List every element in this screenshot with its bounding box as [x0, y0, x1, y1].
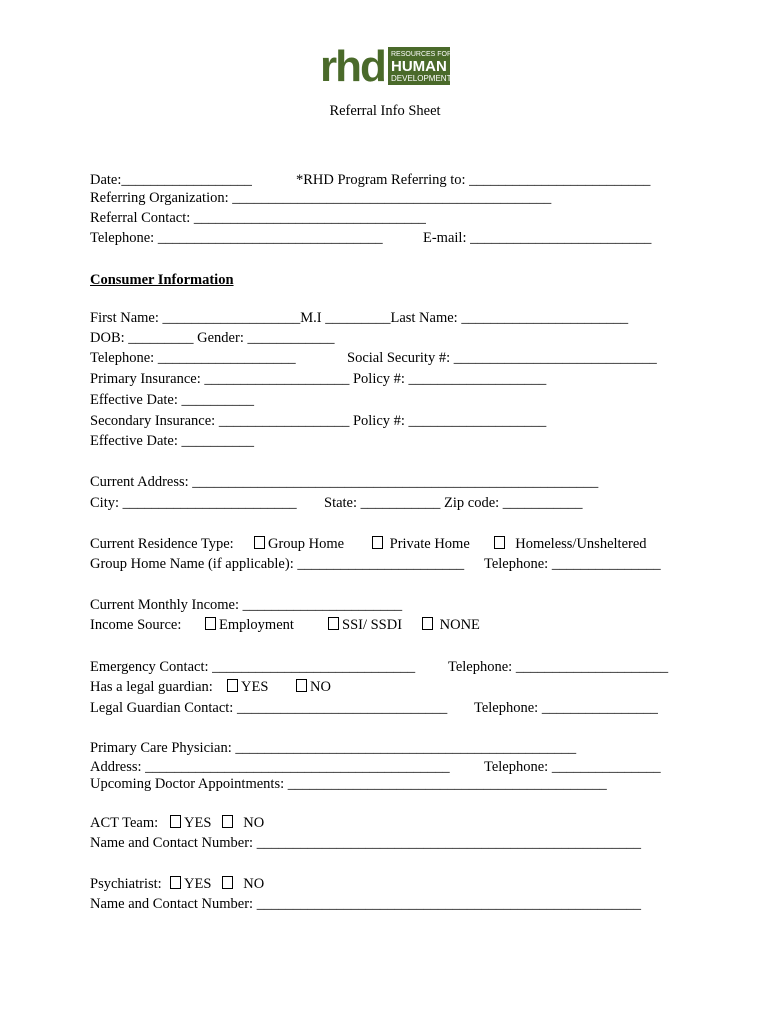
referral-telephone-field[interactable]: Telephone: _______________________________: [90, 230, 383, 246]
appointments-field[interactable]: Upcoming Doctor Appointments: ____________________________________________: [90, 776, 607, 792]
residence-type-label: Current Residence Type:: [90, 536, 234, 552]
emergency-telephone-field[interactable]: Telephone: _____________________: [448, 659, 669, 675]
option-label: SSI/ SSDI: [342, 617, 403, 633]
date-field[interactable]: Date:__________________: [90, 172, 252, 188]
income-source-label: Income Source:: [90, 617, 182, 633]
residence-private-home-option[interactable]: [372, 536, 470, 553]
checkbox-icon[interactable]: [372, 536, 383, 549]
act-no-option[interactable]: [222, 815, 264, 832]
referring-org-field[interactable]: Referring Organization: ____________________________________________: [90, 190, 552, 206]
option-label: Group Home: [268, 536, 345, 552]
guardian-no-option[interactable]: [296, 679, 331, 696]
guardian-contact-field[interactable]: Legal Guardian Contact: _____________________________: [90, 700, 448, 716]
effective-date-2-field[interactable]: Effective Date: __________: [90, 433, 255, 449]
logo-line1: RESOURCES FOR: [391, 51, 452, 58]
psychiatrist-label: Psychiatrist:: [90, 876, 162, 892]
guardian-yes-option[interactable]: [227, 679, 268, 696]
logo-line2: HUMAN: [391, 58, 447, 75]
checkbox-icon[interactable]: [422, 617, 433, 630]
option-label: YES: [241, 679, 269, 695]
psych-no-option[interactable]: [222, 876, 264, 893]
option-label: Private Home: [389, 536, 470, 552]
pcp-telephone-field[interactable]: Telephone: _______________: [484, 759, 661, 775]
option-label: Employment: [219, 617, 294, 633]
consumer-info-heading: Consumer Information: [90, 272, 234, 288]
checkbox-icon[interactable]: [227, 679, 238, 692]
checkbox-icon[interactable]: [254, 536, 265, 549]
form-title: Referral Info Sheet: [329, 103, 441, 119]
checkbox-icon[interactable]: [222, 815, 233, 828]
rhd-logo: [320, 45, 452, 87]
consumer-telephone-field[interactable]: Telephone: ___________________: [90, 350, 296, 366]
checkbox-icon[interactable]: [328, 617, 339, 630]
checkbox-icon[interactable]: [170, 876, 181, 889]
option-label: NO: [243, 815, 265, 831]
group-home-name-field[interactable]: Group Home Name (if applicable): _______________________: [90, 556, 465, 572]
referral-contact-field[interactable]: Referral Contact: ________________________________: [90, 210, 426, 226]
group-home-telephone-field[interactable]: Telephone: _______________: [484, 556, 661, 572]
act-team-label: ACT Team:: [90, 815, 159, 831]
checkbox-icon[interactable]: [296, 679, 307, 692]
income-ssi-option[interactable]: [328, 617, 402, 634]
act-yes-option[interactable]: [170, 815, 211, 832]
option-label: YES: [184, 815, 212, 831]
effective-date-1-field[interactable]: Effective Date: __________: [90, 392, 255, 408]
dob-gender-field[interactable]: DOB: _________ Gender: ____________: [90, 330, 335, 346]
state-zip-field[interactable]: State: ___________ Zip code: ___________: [324, 495, 583, 511]
city-field[interactable]: City: ________________________: [90, 495, 297, 511]
income-employment-option[interactable]: [205, 617, 294, 634]
guardian-telephone-field[interactable]: Telephone: ________________: [474, 700, 658, 716]
checkbox-icon[interactable]: [222, 876, 233, 889]
current-address-field[interactable]: Current Address: ________________________________________________________: [90, 474, 599, 490]
pcp-address-field[interactable]: Address: __________________________________________: [90, 759, 450, 775]
checkbox-icon[interactable]: [494, 536, 505, 549]
primary-insurance-field[interactable]: Primary Insurance: ____________________ Policy #: ___________________: [90, 371, 547, 387]
referral-email-field[interactable]: E-mail: _________________________: [423, 230, 652, 246]
option-label: NO: [243, 876, 265, 892]
option-label: NO: [310, 679, 331, 695]
option-label: NONE: [439, 617, 480, 633]
residence-homeless-option[interactable]: [494, 536, 647, 553]
act-contact-field[interactable]: Name and Contact Number: _____________________________________________________: [90, 835, 641, 851]
residence-group-home-option[interactable]: [254, 536, 344, 553]
name-field[interactable]: First Name: ___________________M.I _________Last Name: _______________________: [90, 310, 629, 326]
checkbox-icon[interactable]: [205, 617, 216, 630]
psych-contact-field[interactable]: Name and Contact Number: _____________________________________________________: [90, 896, 641, 912]
emergency-contact-field[interactable]: Emergency Contact: ____________________________: [90, 659, 416, 675]
monthly-income-field[interactable]: Current Monthly Income: ______________________: [90, 597, 403, 613]
legal-guardian-label: Has a legal guardian:: [90, 679, 213, 695]
checkbox-icon[interactable]: [170, 815, 181, 828]
option-label: Homeless/Unsheltered: [515, 536, 647, 552]
secondary-insurance-field[interactable]: Secondary Insurance: __________________ Policy #: ___________________: [90, 413, 547, 429]
pcp-field[interactable]: Primary Care Physician: _______________________________________________: [90, 740, 577, 756]
logo-mark: rhd: [320, 45, 385, 87]
psych-yes-option[interactable]: [170, 876, 211, 893]
option-label: YES: [184, 876, 212, 892]
income-none-option[interactable]: [422, 617, 480, 634]
program-field[interactable]: *RHD Program Referring to: _________________________: [296, 172, 651, 188]
ssn-field[interactable]: Social Security #: ____________________________: [347, 350, 657, 366]
logo-line3: DEVELOPMENT: [391, 74, 452, 83]
